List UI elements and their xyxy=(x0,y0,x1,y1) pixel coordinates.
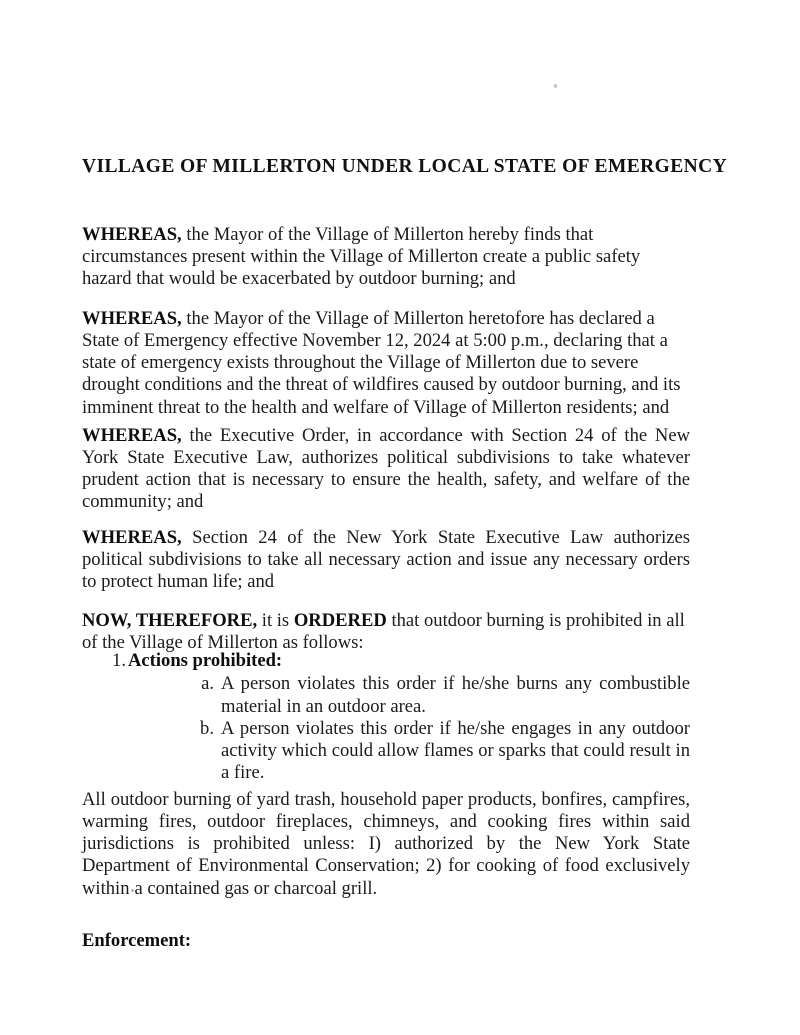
whereas-1-body: the Mayor of the Village of Millerton hereby finds that circumstances present within the Village of Millerton create a public safety hazard that would be exacerbated by outdoor burning; and xyxy=(82,223,641,290)
page-title: VILLAGE OF MILLERTON UNDER LOCAL STATE OF EMERGENCY xyxy=(82,156,728,178)
list-item-1-heading: Actions prohibited: xyxy=(128,650,283,671)
list-item-1a-marker: a. xyxy=(201,673,214,695)
paragraph-whereas-2 xyxy=(82,308,690,419)
now-therefore-body: that outdoor burning is prohibited in all of the Village of Millerton as follows: xyxy=(82,609,685,653)
whereas-4-body: Section 24 of the New York State Executive Law authorizes political subdivisions to take all necessary action and issue any necessary orders to protect human life; and xyxy=(82,526,690,593)
scan-artifact-speck-icon xyxy=(554,84,557,88)
enforcement-heading: Enforcement: xyxy=(82,930,192,951)
sub-list-1 xyxy=(128,673,690,784)
whereas-3-lead: WHEREAS, xyxy=(82,424,182,446)
whereas-3-body: the Executive Order, in accordance with Section 24 of the New York State Executive Law, authorizes political subdivisions to take whatever prudent action that is necessary to ensure the health, safety, and welfare of the community; and xyxy=(82,424,690,513)
paragraph-all-outdoor-burning xyxy=(82,789,690,900)
whereas-2-lead: WHEREAS, xyxy=(82,307,182,329)
list-item-1a xyxy=(128,673,690,718)
list-item-1b-text: A person violates this order if he/she engages in any outdoor activity which could allow flames or sparks that could result in a fire. xyxy=(221,717,690,784)
whereas-4-lead: WHEREAS, xyxy=(82,526,182,548)
ordered-list xyxy=(82,650,690,785)
list-item-1a-text: A person violates this order if he/she burns any combustible material in an outdoor area. xyxy=(221,673,690,717)
list-item-1b-marker: b. xyxy=(200,717,214,739)
paragraph-whereas-4 xyxy=(82,527,690,594)
all-outdoor-burning-text-part-1: All outdoor burning of yard trash, household paper products, bonfires, campfires, warming fires, outdoor fireplaces, chimneys, and cooking fires within said jurisdictions is prohibited unless: I) authorized by the New York State Department of Environmental Conservation; 2) for cooking of food exclusively within xyxy=(82,788,690,899)
now-therefore-emphasis: ORDERED xyxy=(293,609,387,631)
whereas-2-body: the Mayor of the Village of Millerton heretofore has declared a State of Emergency effective November 12, 2024 at 5:00 p.m., declaring that a state of emergency exists throughout the Village of Millerton due to severe drought conditions and the threat of wildfires caused by outdoor burning, and its imminent threat to the health and welfare of Village of Millerton residents; and xyxy=(82,307,681,418)
list-item-1 xyxy=(82,650,690,785)
now-therefore-lead: NOW, THEREFORE, xyxy=(82,609,258,631)
all-outdoor-burning-text-part-2: a contained gas or charcoal grill. xyxy=(134,877,378,899)
paragraph-whereas-3 xyxy=(82,425,690,514)
list-item-1-marker: 1. xyxy=(112,650,126,671)
list-item-1b xyxy=(128,718,690,785)
paragraph-whereas-1 xyxy=(82,224,690,291)
now-therefore-mid: it is xyxy=(257,609,294,631)
paragraph-now-therefore xyxy=(82,610,690,655)
whereas-1-lead: WHEREAS, xyxy=(82,223,182,245)
scan-artifact-speck-inline-icon xyxy=(131,889,134,892)
